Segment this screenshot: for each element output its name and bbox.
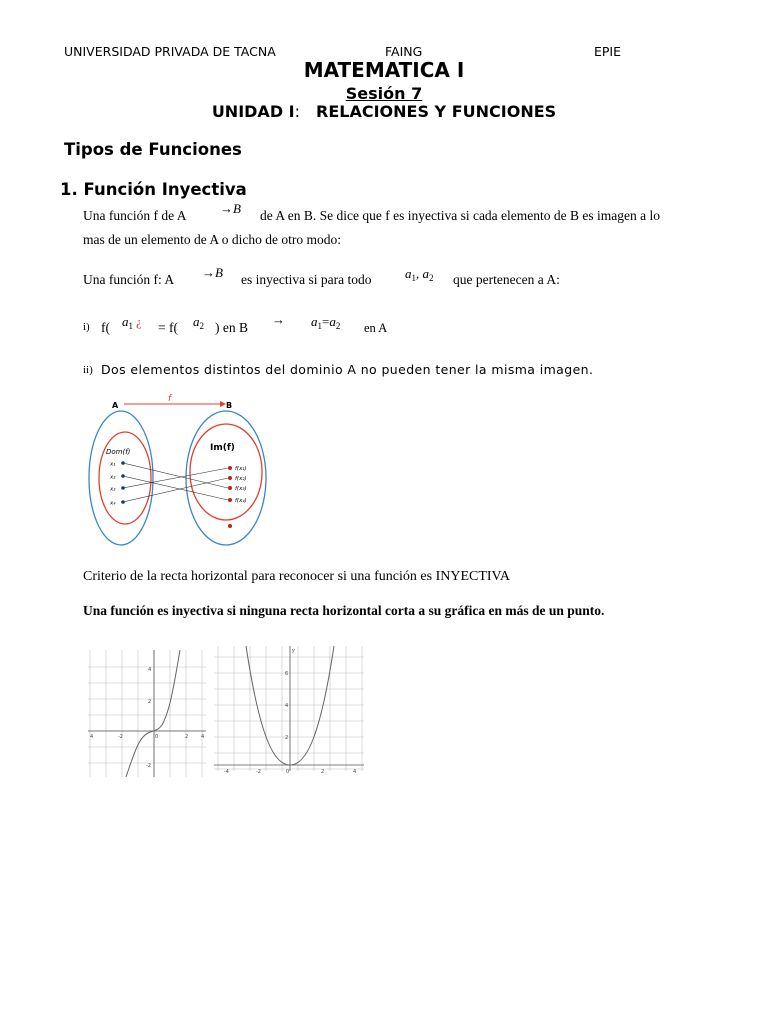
def2-part-c: que pertenecen a A:: [453, 272, 560, 287]
graph-cubic: [88, 645, 208, 780]
def1-part-a: Una función f de A: [83, 208, 187, 223]
domain-item-1: x₁: [110, 461, 116, 468]
im-label: Im(f): [210, 443, 235, 453]
image-point: [228, 466, 232, 470]
x-tick: -2: [256, 769, 261, 775]
item-i-en-b: ) en B: [215, 320, 248, 335]
item-i-en-a: en A: [364, 321, 388, 335]
def1-arrow-b: →B: [220, 201, 241, 216]
y-tick: 6: [285, 671, 289, 677]
item-i-a1: $a_1$ ¿: [122, 314, 142, 331]
unit-label: UNIDAD I: [211, 102, 295, 121]
def1-part-b: de A en B. Se dice que f es inyectiva si cada elemento de B es imagen a lo: [260, 208, 660, 223]
section-title: Tipos de Funciones: [64, 140, 242, 159]
def2-part-a: Una función f: A: [83, 272, 175, 287]
y-tick: 4: [148, 667, 152, 673]
x-tick: 0: [286, 769, 290, 775]
subsection-name: Función Inyectiva: [83, 180, 247, 199]
mapping-line: [123, 463, 228, 488]
x-tick: 2: [321, 769, 325, 775]
injective-statement: Una función es inyectiva si ninguna recta horizontal corta a su gráfica en más de un punto.: [83, 603, 605, 618]
cubic-curve: [126, 650, 180, 777]
y-tick: 4: [285, 703, 289, 709]
x-tick: -4: [224, 769, 229, 775]
y-tick: 2: [148, 699, 152, 705]
codomain-set-ellipse: [186, 411, 266, 545]
image-point: [228, 486, 232, 490]
def1-line2: mas de un elemento de A o dicho de otro modo:: [83, 232, 341, 247]
unit-title: [0, 102, 768, 121]
item-i-f-open: f(: [101, 320, 110, 335]
set-a-label: A: [112, 401, 119, 410]
subsection-number: 1.: [60, 180, 78, 199]
domain-item-2: x₂: [110, 474, 116, 481]
item-i-arrow: →: [272, 312, 285, 327]
mapping-line: [123, 468, 228, 488]
graph-parabola: [214, 643, 366, 781]
mapping-line: [123, 476, 228, 500]
set-b-label: B: [226, 401, 233, 410]
dom-label: Dom(f): [106, 448, 131, 456]
item-i-eq-f: = f(: [158, 320, 178, 335]
domain-highlight-ellipse: [99, 432, 151, 524]
x-tick: 4: [353, 769, 357, 775]
image-item-3: f(x₃): [235, 486, 247, 492]
x-tick: 4: [201, 734, 205, 740]
x-tick: 0: [155, 734, 159, 740]
function-label: f: [168, 394, 172, 404]
session-title: Sesión 7: [345, 84, 423, 103]
unit-separator: :: [294, 102, 301, 121]
subsection-title: [60, 180, 247, 199]
image-point: [228, 498, 232, 502]
domain-item-3: x₃: [110, 486, 116, 493]
injective-mapping-diagram: [82, 392, 272, 552]
x-tick: 4: [90, 734, 94, 740]
def2-variables: $a_1$, $a_2$: [405, 266, 434, 283]
domain-item-4: x₄: [110, 500, 116, 507]
item-i-label: i): [83, 321, 90, 333]
item-ii-text: Dos elementos distintos del dominio A no pueden tener la misma imagen.: [101, 362, 594, 377]
x-tick: 2: [185, 734, 189, 740]
image-item-2: f(x₂): [235, 476, 247, 482]
x-tick: -2: [118, 734, 123, 740]
item-i-equation: $a_1=a_2$: [311, 314, 341, 331]
header-faculty: FAING: [385, 44, 423, 59]
criterio-text: Criterio de la recta horizontal para reconocer si una función es INYECTIVA: [83, 569, 510, 584]
item-ii-label: ii): [83, 364, 93, 376]
def2-arrow-b: →B: [202, 265, 223, 280]
header-university: UNIVERSIDAD PRIVADA DE TACNA: [64, 44, 276, 59]
item-i-a2: $a_2$: [193, 314, 204, 331]
image-item-1: f(x₁): [235, 466, 247, 472]
header-school: EPIE: [594, 44, 622, 59]
y-tick: 2: [285, 735, 289, 741]
def2-part-b: es inyectiva si para todo: [241, 272, 372, 287]
y-tick: -2: [146, 763, 151, 769]
image-item-4: f(x₄): [235, 498, 247, 504]
mapping-line: [123, 478, 228, 502]
image-point: [228, 476, 232, 480]
image-highlight-ellipse: [190, 424, 262, 520]
page-title: MATEMATICA I: [303, 58, 465, 82]
codomain-point: [228, 524, 232, 528]
unit-name: RELACIONES Y FUNCIONES: [316, 102, 557, 121]
y-axis-label: y: [292, 648, 295, 654]
